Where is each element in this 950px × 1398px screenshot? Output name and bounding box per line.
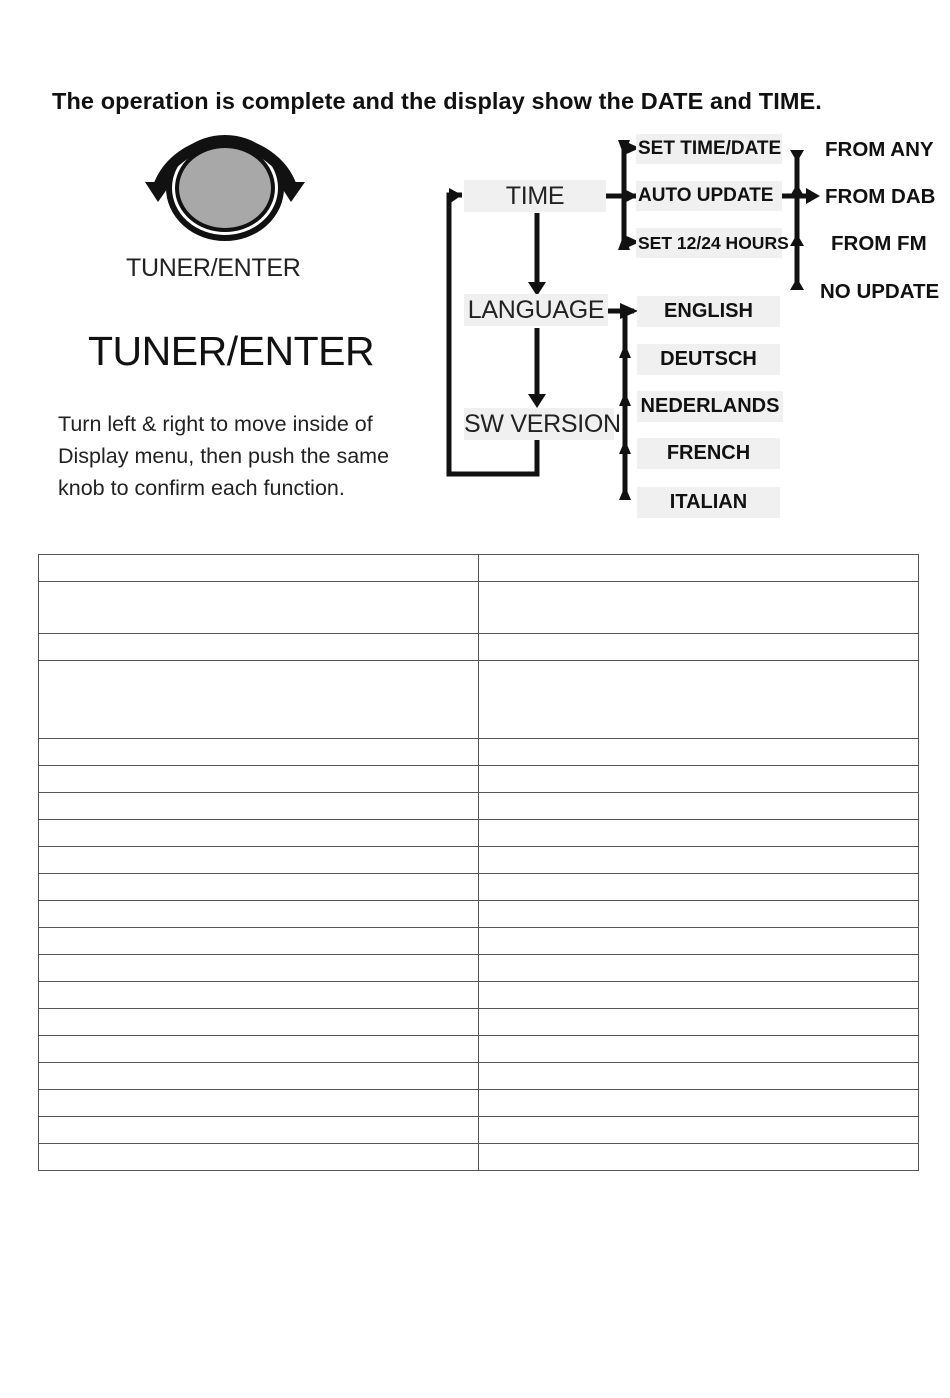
- table-cell: [39, 555, 479, 582]
- language-english: ENGLISH: [637, 296, 780, 327]
- table-cell: [39, 1036, 479, 1063]
- instruction-line: Turn left & right to move inside of: [58, 412, 373, 436]
- option-auto-update: AUTO UPDATE: [636, 181, 782, 211]
- table-cell: [39, 982, 479, 1009]
- table-row: [39, 874, 919, 901]
- table-row: [39, 1063, 919, 1090]
- table-row: [39, 847, 919, 874]
- table-cell: [479, 982, 919, 1009]
- table-row: [39, 582, 919, 634]
- table-cell: [39, 793, 479, 820]
- table-cell: [479, 955, 919, 982]
- table-row: [39, 982, 919, 1009]
- table-cell: [479, 555, 919, 582]
- table-row: [39, 1090, 919, 1117]
- table-cell: [479, 793, 919, 820]
- table-cell: [479, 582, 919, 634]
- table-cell: [39, 634, 479, 661]
- table-cell: [479, 634, 919, 661]
- menu-item-language: LANGUAGE: [464, 294, 608, 326]
- table-cell: [39, 955, 479, 982]
- headline: The operation is complete and the display show the DATE and TIME.: [52, 88, 822, 114]
- menu-item-sw-version: SW VERSION: [464, 410, 621, 438]
- menu-tree-connectors: [0, 0, 950, 560]
- table-cell: [39, 739, 479, 766]
- table-cell: [39, 820, 479, 847]
- table-row: [39, 955, 919, 982]
- table-cell: [479, 874, 919, 901]
- language-french: FRENCH: [637, 438, 780, 469]
- table-row: [39, 555, 919, 582]
- table-row: [39, 928, 919, 955]
- table-row: [39, 820, 919, 847]
- language-deutsch: DEUTSCH: [637, 344, 780, 375]
- table-cell: [479, 766, 919, 793]
- table-cell: [479, 901, 919, 928]
- table-cell: [39, 1090, 479, 1117]
- table-row: [39, 1009, 919, 1036]
- instruction-line: knob to confirm each function.: [58, 476, 345, 500]
- option-set-time-date: SET TIME/DATE: [636, 134, 782, 164]
- language-nederlands: NEDERLANDS: [637, 391, 783, 422]
- table-cell: [39, 661, 479, 739]
- table-cell: [479, 1009, 919, 1036]
- table-cell: [479, 1063, 919, 1090]
- option-set-12-24-hours: SET 12/24 HOURS: [636, 228, 782, 258]
- table-row: [39, 1036, 919, 1063]
- table-cell: [39, 582, 479, 634]
- table-row: [39, 901, 919, 928]
- table-cell: [39, 1144, 479, 1171]
- table-row: [39, 739, 919, 766]
- table-cell: [479, 1144, 919, 1171]
- blank-table: [38, 554, 919, 1171]
- menu-item-time: TIME: [464, 180, 606, 212]
- table-row: [39, 661, 919, 739]
- option-from-fm: FROM FM: [831, 232, 927, 255]
- table-cell: [479, 1090, 919, 1117]
- table-cell: [479, 1117, 919, 1144]
- option-no-update: NO UPDATE: [820, 280, 940, 303]
- table-cell: [479, 661, 919, 739]
- table-cell: [39, 901, 479, 928]
- table-cell: [39, 1063, 479, 1090]
- knob-title: TUNER/ENTER: [88, 328, 375, 374]
- table-cell: [479, 820, 919, 847]
- table-cell: [39, 1009, 479, 1036]
- table-cell: [479, 1036, 919, 1063]
- table-cell: [39, 766, 479, 793]
- table-cell: [479, 928, 919, 955]
- table-cell: [479, 847, 919, 874]
- option-from-dab: FROM DAB: [825, 185, 936, 208]
- instruction-line: Display menu, then push the same: [58, 444, 390, 468]
- knob-label: TUNER/ENTER: [126, 254, 301, 282]
- language-italian: ITALIAN: [637, 487, 780, 518]
- table-row: [39, 793, 919, 820]
- table-row: [39, 634, 919, 661]
- table-cell: [39, 847, 479, 874]
- table-cell: [39, 928, 479, 955]
- table-cell: [39, 874, 479, 901]
- table-cell: [479, 739, 919, 766]
- option-from-any: FROM ANY: [825, 138, 934, 161]
- table-cell: [39, 1117, 479, 1144]
- table-row: [39, 766, 919, 793]
- table-row: [39, 1144, 919, 1171]
- table-row: [39, 1117, 919, 1144]
